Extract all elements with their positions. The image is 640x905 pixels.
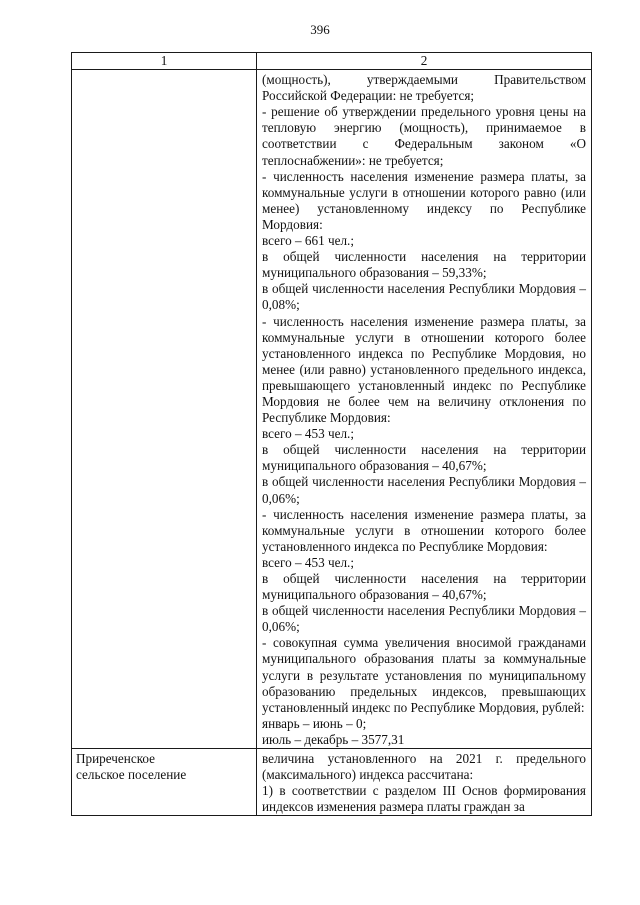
population-total-line: всего – 453 чел.; [262, 554, 354, 570]
table-row [72, 70, 592, 749]
paragraph: в общей численности населения на территории муниципального образования – 59,33%; [262, 249, 586, 281]
municipality-name-line: сельское поселение [76, 767, 187, 783]
population-total-line: всего – 661 чел.; [262, 233, 354, 249]
paragraph: - численность населения изменение размера платы, за коммунальные услуги в отношении которого более установленного индекса по Республике Мордовия, но менее (или равно) установленного предельного индекса, превышающего установленный индекс по Республике Мордовия не более чем на величину отклонения по Республике Мордовия: [262, 313, 586, 426]
indices-description-cell [257, 749, 592, 816]
paragraph: - совокупная сумма увеличения вносимой гражданами муниципального образования платы за коммунальные услуги в результате установления по муниципальному образованию предельных индексов, превышающих установленный индекс по Республике Мордовия, рублей: [262, 635, 586, 715]
indices-description-cell [257, 70, 592, 749]
municipality-cell-empty [72, 70, 257, 749]
municipality-name-line: Приреченское [76, 751, 156, 767]
paragraph: в общей численности населения Республики Мордовия – 0,08%; [262, 281, 586, 313]
paragraph: в общей численности населения Республики Мордовия – 0,06%; [262, 474, 586, 506]
paragraph: в общей численности населения Республики Мордовия – 0,06%; [262, 603, 586, 635]
paragraph: в общей численности населения на территории муниципального образования – 40,67%; [262, 442, 586, 474]
column-header-1: 1 [72, 53, 257, 70]
population-total-line: всего – 453 чел.; [262, 426, 354, 442]
paragraph: в общей численности населения на территории муниципального образования – 40,67%; [262, 571, 586, 603]
column-header-2: 2 [257, 53, 592, 70]
page-number: 396 [310, 22, 330, 37]
paragraph: - численность населения изменение размера платы, за коммунальные услуги в отношении которого равно (или менее) установленному индексу по Республике Мордовия: [262, 168, 586, 232]
table-header-row [72, 53, 592, 70]
period-amount-line: январь – июнь – 0; [262, 715, 367, 731]
table-row [72, 749, 592, 816]
paragraph: (мощность), утверждаемыми Правительством Российской Федерации: не требуется; [262, 72, 586, 104]
paragraph: - решение об утверждении предельного уровня цены на тепловую энергию (мощность), принимаемое в соответствии с Федеральным законом «О теплоснабжении»: не требуется; [262, 104, 586, 168]
municipality-name-cell [72, 749, 257, 816]
period-amount-line: июль – декабрь – 3577,31 [262, 731, 405, 747]
municipal-indices-table [71, 52, 592, 816]
paragraph: - численность населения изменение размера платы, за коммунальные услуги в отношении которого более установленного индекса по Республике Мордовия: [262, 506, 586, 554]
paragraph: величина установленного на 2021 г. предельного (максимального) индекса рассчитана: [262, 751, 586, 783]
paragraph: 1) в соответствии с разделом III Основ формирования индексов изменения размера платы граждан за [262, 783, 586, 815]
